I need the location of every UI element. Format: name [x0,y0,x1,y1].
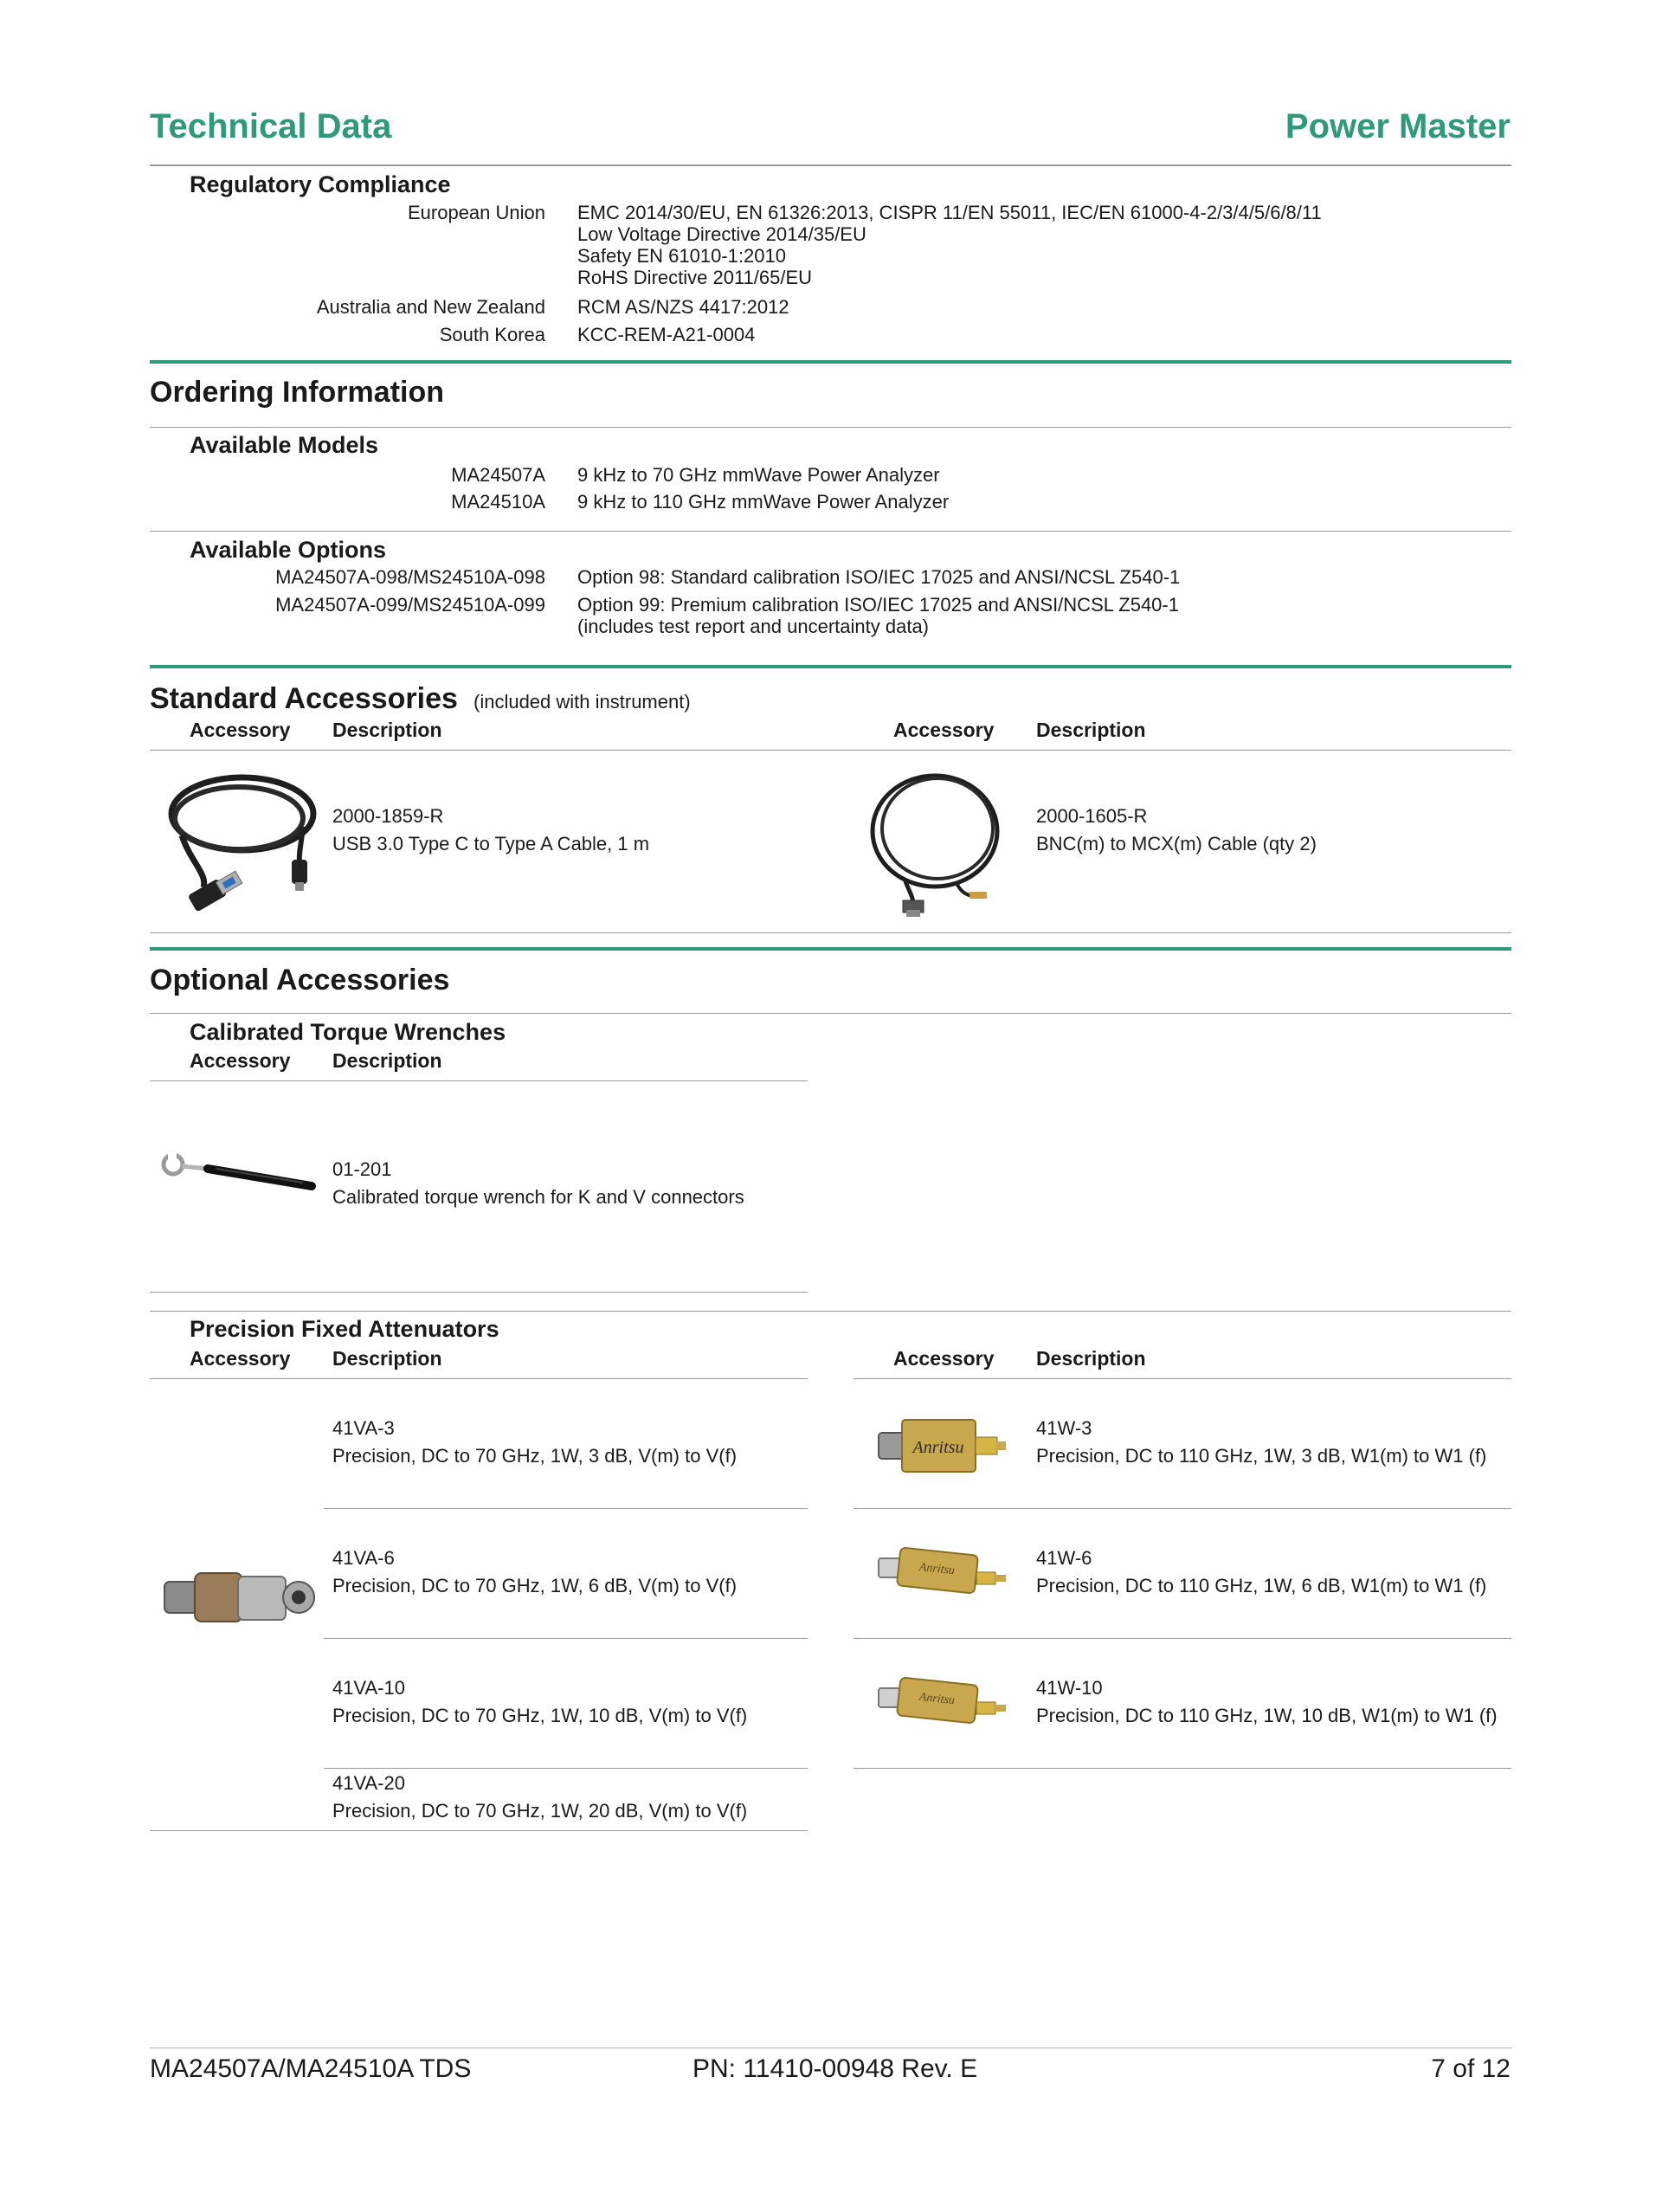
divider [150,1830,808,1831]
divider [150,1292,808,1293]
option-value: Option 99: Premium calibration ISO/IEC 17025 and ANSI/NCSL Z540-1 (includes test report and uncertainty data) [577,594,1179,637]
divider [854,1768,1511,1769]
attenuator-41w-6-icon [874,1543,1013,1603]
accessory-description: BNC(m) to MCX(m) Cable (qty 2) [1036,833,1317,854]
regulatory-value-eu: EMC 2014/30/EU, EN 61326:2013, CISPR 11/EN 55011, IEC/EN 61000-4-2/3/4/5/6/8/11 Low Voltage Directive 2014/35/EU Safety EN 61010-1:2010 RoHS Directive 2011/65/EU [577,202,1322,288]
accessory-description: Calibrated torque wrench for K and V connectors [332,1186,744,1208]
anritsu-logo-icon: Anritsu [918,1690,956,1708]
attenuator-41va-icon [160,1563,316,1632]
footer-left: MA24507A/MA24510A TDS [150,2054,472,2083]
divider [150,1378,808,1379]
attenuator-description: Precision, DC to 110 GHz, 1W, 3 dB, W1(m) to W1 (f) [1036,1445,1487,1467]
col-accessory: Accessory [190,1049,291,1072]
col-accessory: Accessory [190,719,291,741]
col-description: Description [332,1049,442,1072]
wrenches-title: Calibrated Torque Wrenches [190,1019,506,1045]
col-accessory: Accessory [893,719,995,741]
ordering-title: Ordering Information [150,376,444,409]
anritsu-logo-icon: Anritsu [912,1438,964,1457]
divider [150,531,1511,532]
torque-wrench-icon [156,1147,320,1199]
attenuator-sku: 41W-3 [1036,1417,1092,1439]
attenuator-description: Precision, DC to 110 GHz, 1W, 10 dB, W1(m) to W1 (f) [1036,1705,1498,1726]
divider [324,1508,808,1509]
divider [324,1638,808,1639]
col-description: Description [1036,719,1146,741]
attenuator-sku: 41W-6 [1036,1547,1092,1569]
attenuators-title: Precision Fixed Attenuators [190,1316,499,1342]
attenuator-sku: 41VA-10 [332,1677,405,1699]
divider [854,1508,1511,1509]
bnc-cable-icon [861,766,1008,918]
optional-accessories-title: Optional Accessories [150,964,450,996]
option-label: MA24507A-099/MS24510A-099 [275,594,545,616]
attenuator-description: Precision, DC to 70 GHz, 1W, 3 dB, V(m) to V(f) [332,1445,738,1467]
models-title: Available Models [190,432,379,458]
attenuator-41w-10-icon [874,1673,1013,1733]
options-title: Available Options [190,537,387,563]
header-divider [150,164,1511,166]
divider [324,1768,808,1769]
attenuator-description: Precision, DC to 70 GHz, 1W, 20 dB, V(m) to V(f) [332,1800,748,1822]
divider [150,932,1511,933]
divider [150,427,1511,428]
attenuator-sku: 41VA-3 [332,1417,395,1439]
divider [854,1638,1511,1639]
anritsu-logo-icon: Anritsu [918,1560,956,1578]
option-label: MA24507A-098/MS24510A-098 [275,566,545,588]
footer-center: PN: 11410-00948 Rev. E [692,2054,978,2083]
regulatory-title: Regulatory Compliance [190,171,451,197]
divider [854,1378,1511,1379]
standard-accessories-title: Standard Accessories [150,682,458,715]
section-divider [150,665,1511,668]
option-value: Option 98: Standard calibration ISO/IEC 17025 and ANSI/NCSL Z540-1 [577,566,1181,588]
model-value: 9 kHz to 110 GHz mmWave Power Analyzer [577,491,950,513]
accessory-sku: 2000-1859-R [332,805,444,827]
model-value: 9 kHz to 70 GHz mmWave Power Analyzer [577,464,940,486]
attenuator-41w-3-icon [874,1411,1013,1480]
accessory-sku: 2000-1605-R [1036,805,1148,827]
regulatory-label-kr: South Korea [439,324,545,345]
accessory-sku: 01-201 [332,1158,392,1180]
attenuator-description: Precision, DC to 70 GHz, 1W, 6 dB, V(m) to V(f) [332,1575,738,1596]
col-accessory: Accessory [190,1347,291,1370]
regulatory-label-anz: Australia and New Zealand [316,296,545,318]
regulatory-value-kr: KCC-REM-A21-0004 [577,324,756,345]
attenuator-sku: 41VA-20 [332,1772,405,1794]
model-label: MA24507A [451,464,545,486]
col-description: Description [332,719,442,741]
attenuator-description: Precision, DC to 110 GHz, 1W, 6 dB, W1(m) to W1 (f) [1036,1575,1487,1596]
section-divider [150,360,1511,364]
regulatory-value-anz: RCM AS/NZS 4417:2012 [577,296,789,318]
col-accessory: Accessory [893,1347,995,1370]
section-divider [150,947,1511,951]
attenuator-sku: 41VA-6 [332,1547,395,1569]
regulatory-label-eu: European Union [407,202,545,223]
attenuator-description: Precision, DC to 70 GHz, 1W, 10 dB, V(m) to V(f) [332,1705,748,1726]
col-description: Description [332,1347,442,1370]
header-left-title: Technical Data [150,107,392,145]
divider [150,1013,1511,1014]
col-description: Description [1036,1347,1146,1370]
attenuator-sku: 41W-10 [1036,1677,1103,1699]
standard-accessories-note: (included with instrument) [473,691,691,713]
model-label: MA24510A [451,491,545,513]
divider [150,1311,1511,1312]
divider [150,1080,808,1081]
header-right-title: Power Master [1285,107,1511,145]
divider [150,750,1511,751]
footer-page-number: 7 of 12 [1431,2054,1511,2083]
accessory-description: USB 3.0 Type C to Type A Cable, 1 m [332,833,650,854]
usb-cable-icon [156,766,320,918]
